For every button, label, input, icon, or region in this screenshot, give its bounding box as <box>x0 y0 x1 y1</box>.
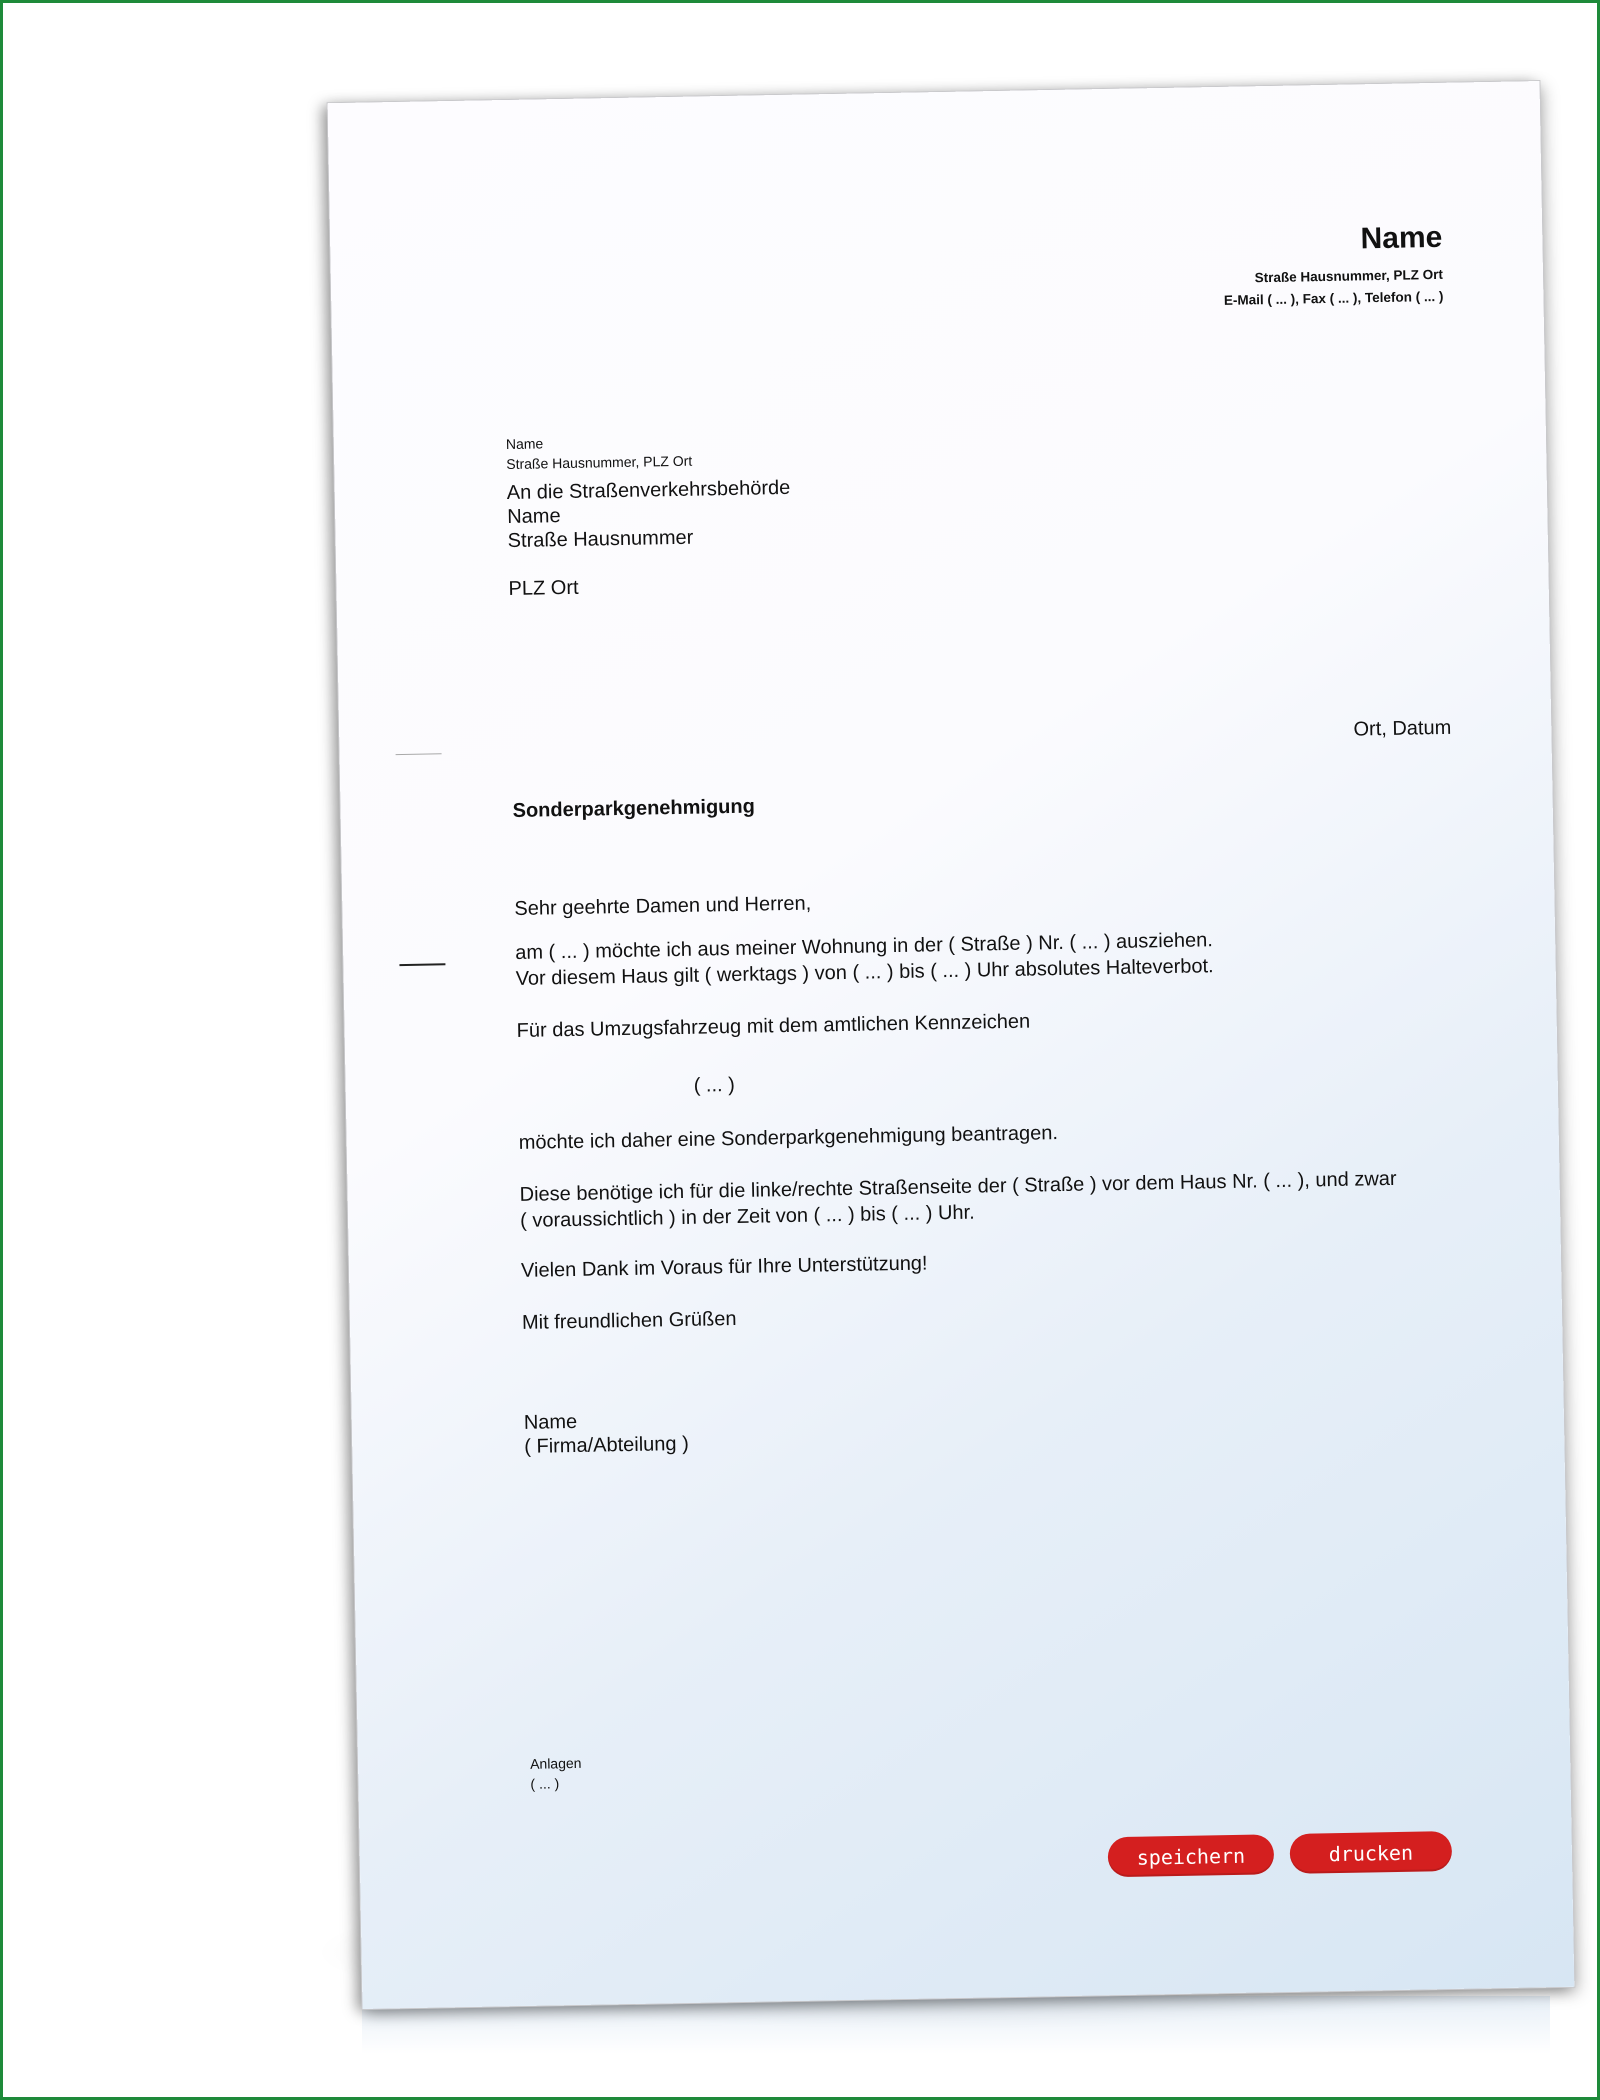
body-paragraph-1-line-1: am ( ... ) möchte ich aus meiner Wohnung in der ( Straße ) Nr. ( ... ) ausziehen. <box>515 929 1214 964</box>
body-paragraph-3: möchte ich daher eine Sonderparkgenehmigung beantragen. <box>518 1122 1059 1154</box>
sender-street: Straße Hausnummer, PLZ Ort <box>1254 266 1444 286</box>
recipient-line-3: Straße Hausnummer <box>507 526 694 553</box>
closing-line: Mit freundlichen Grüßen <box>521 1307 737 1334</box>
salutation: Sehr geehrte Damen und Herren, <box>514 892 812 920</box>
signature-name: Name <box>523 1410 578 1434</box>
body-paragraph-1-line-2: Vor diesem Haus gilt ( werktags ) von ( ... ) bis ( ... ) Uhr absolutes Halteverbot. <box>515 955 1214 990</box>
attachments-label: Anlagen <box>529 1754 582 1772</box>
fold-mark-middle <box>399 963 445 966</box>
body-paragraph-2: Für das Umzugsfahrzeug mit dem amtlichen Kennzeichen <box>516 1010 1031 1042</box>
fold-mark-upper <box>396 753 442 755</box>
recipient-line-1: An die Straßenverkehrsbehörde <box>506 476 791 505</box>
body-paragraph-4-line-1: Diese benötige ich für die linke/rechte Straßenseite der ( Straße ) vor dem Haus Nr. ( ... ), und zwar <box>519 1167 1397 1206</box>
recipient-line-4: PLZ Ort <box>508 576 579 601</box>
return-address-street: Straße Hausnummer, PLZ Ort <box>506 452 693 473</box>
sender-contact: E-Mail ( ... ), Fax ( ... ), Telefon ( ... ) <box>1223 288 1444 308</box>
save-button[interactable]: speichern <box>1108 1834 1275 1877</box>
signature-department: ( Firma/Abteilung ) <box>524 1432 689 1458</box>
attachments-value: ( ... ) <box>530 1775 560 1792</box>
sender-name: Name <box>1360 220 1443 256</box>
print-button[interactable]: drucken <box>1290 1831 1453 1874</box>
place-date: Ort, Datum <box>1353 716 1452 741</box>
return-address-name: Name <box>505 435 544 453</box>
subject-line: Sonderparkgenehmigung <box>512 795 756 822</box>
thanks-line: Vielen Dank im Voraus für Ihre Unterstützung! <box>520 1252 928 1282</box>
letter-page <box>328 81 1575 2009</box>
body-paragraph-4-line-2: ( voraussichtlich ) in der Zeit von ( ... ) bis ( ... ) Uhr. <box>519 1201 975 1232</box>
recipient-line-2: Name <box>507 505 561 529</box>
license-plate-placeholder: ( ... ) <box>693 1073 736 1097</box>
